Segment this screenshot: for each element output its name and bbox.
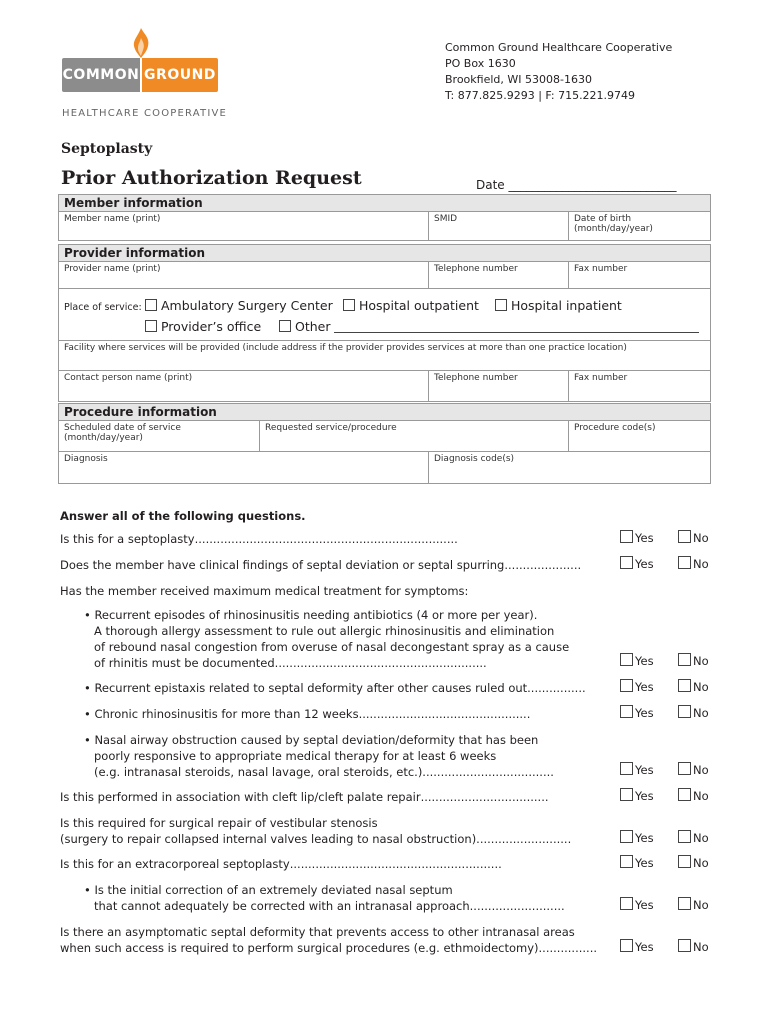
- no-label: No: [693, 531, 709, 545]
- yes-option[interactable]: [620, 897, 654, 912]
- checkbox[interactable]: [620, 897, 633, 910]
- checkbox[interactable]: [620, 556, 633, 569]
- checkbox[interactable]: [620, 679, 633, 692]
- dot-leader: ................: [527, 681, 586, 695]
- question-text: of rhinitis must be documented: [94, 656, 275, 670]
- contact-row: [59, 371, 710, 401]
- no-label: No: [693, 831, 709, 845]
- flame-icon: [130, 28, 152, 58]
- option-label: Hospital inpatient: [510, 298, 622, 313]
- section-heading: Procedure information: [59, 404, 710, 421]
- yes-option[interactable]: [620, 855, 654, 870]
- requested-service-field[interactable]: Requested service/procedure: [260, 421, 569, 451]
- no-label: No: [693, 763, 709, 777]
- checkbox[interactable]: [678, 830, 691, 843]
- no-label: No: [693, 557, 709, 571]
- yes-option[interactable]: [620, 556, 654, 571]
- checkbox[interactable]: [678, 939, 691, 952]
- checkbox[interactable]: [678, 897, 691, 910]
- provider-name-field[interactable]: Provider name (print): [59, 262, 429, 288]
- dot-leader: ........................................................................: [194, 532, 458, 546]
- no-option[interactable]: [678, 530, 709, 545]
- dot-leader: ..........................: [469, 899, 565, 913]
- no-label: No: [693, 680, 709, 694]
- diagnosis-row: [59, 452, 710, 483]
- question-3c: [84, 706, 530, 722]
- option-providers-office[interactable]: [145, 319, 261, 334]
- no-option[interactable]: [678, 705, 709, 720]
- option-hospital-outpatient[interactable]: [343, 298, 479, 313]
- checkbox[interactable]: [145, 299, 157, 311]
- procedure-row: [59, 421, 710, 452]
- section-heading: Member information: [59, 195, 710, 212]
- dot-leader: ..........................................................: [289, 857, 502, 871]
- dot-leader: ...............: [542, 941, 598, 955]
- no-label: No: [693, 856, 709, 870]
- yes-label: Yes: [635, 898, 654, 912]
- checkbox[interactable]: [678, 556, 691, 569]
- option-asc[interactable]: [145, 298, 333, 313]
- question-text: Is there an asymptomatic septal deformity that prevents access to other intranasal areas: [60, 925, 575, 939]
- yes-label: Yes: [635, 654, 654, 668]
- question-4: [60, 789, 549, 805]
- no-label: No: [693, 940, 709, 954]
- other-input-line[interactable]: [334, 323, 699, 333]
- member-section: [58, 194, 711, 241]
- no-option[interactable]: [678, 939, 709, 954]
- question-text: • Recurrent epistaxis related to septal deformity after other causes ruled out: [84, 681, 528, 695]
- no-label: No: [693, 898, 709, 912]
- question-text: • Is the initial correction of an extremely deviated nasal septum: [84, 883, 453, 897]
- provider-phone-field[interactable]: Telephone number: [429, 262, 569, 288]
- question-2: [60, 557, 581, 573]
- question-text: Is this performed in association with cleft lip/cleft palate repair: [60, 790, 421, 804]
- question-3a: [84, 607, 569, 671]
- no-option[interactable]: [678, 556, 709, 571]
- question-text: that cannot adequately be corrected with an intranasal approach: [94, 899, 470, 913]
- member-name-field[interactable]: Member name (print): [59, 212, 429, 240]
- yes-label: Yes: [635, 557, 654, 571]
- yes-label: Yes: [635, 789, 654, 803]
- question-7: [60, 924, 597, 956]
- question-text: Is this required for surgical repair of vestibular stenosis: [60, 816, 378, 830]
- section-heading: Provider information: [59, 245, 710, 262]
- address-line: PO Box 1630: [445, 57, 516, 70]
- option-hospital-inpatient[interactable]: [495, 298, 622, 313]
- dot-leader: .....................: [504, 558, 582, 572]
- question-6: [60, 856, 502, 872]
- no-option[interactable]: [678, 762, 709, 777]
- checkbox[interactable]: [678, 788, 691, 801]
- no-option[interactable]: [678, 788, 709, 803]
- contact-name-field[interactable]: Contact person name (print): [59, 371, 429, 401]
- checkbox[interactable]: [343, 299, 355, 311]
- no-label: No: [693, 654, 709, 668]
- dot-leader: ...................................: [420, 790, 549, 804]
- place-of-service-label: Place of service:: [64, 302, 142, 313]
- dot-leader: ...................................: [425, 765, 554, 779]
- yes-label: Yes: [635, 706, 654, 720]
- question-text: of rebound nasal congestion from overuse of nasal decongestant spray as a cause: [94, 640, 570, 654]
- provider-row: [59, 262, 710, 289]
- checkbox[interactable]: [620, 530, 633, 543]
- address-line: Brookfield, WI 53008-1630: [445, 73, 592, 86]
- yes-option[interactable]: [620, 830, 654, 845]
- question-text: • Recurrent episodes of rhinosinusitis needing antibiotics (4 or more per year).: [84, 608, 538, 622]
- yes-label: Yes: [635, 763, 654, 777]
- checkbox[interactable]: [620, 830, 633, 843]
- question-1: [60, 531, 458, 547]
- procedure-code-field[interactable]: Procedure code(s): [574, 423, 656, 433]
- question-5: [60, 815, 571, 847]
- question-text: (surgery to repair collapsed internal valves leading to nasal obstruction).: [60, 832, 480, 846]
- provider-section: [58, 244, 711, 402]
- option-label: Other: [294, 319, 331, 334]
- date-field[interactable]: Date ____________________________: [476, 178, 677, 192]
- yes-option[interactable]: [620, 653, 654, 668]
- question-text: • Chronic rhinosinusitis for more than 12 weeks: [84, 707, 359, 721]
- no-option[interactable]: [678, 897, 709, 912]
- address-line: T: 877.825.9293 | F: 715.221.9749: [445, 89, 636, 102]
- question-3: [60, 583, 468, 599]
- yes-option[interactable]: [620, 939, 654, 954]
- yes-option[interactable]: [620, 788, 654, 803]
- procedure-section: [58, 403, 711, 484]
- question-text: A thorough allergy assessment to rule out allergic rhinosinusitis and elimination: [94, 624, 555, 638]
- dob-field[interactable]: Date of birth (month/day/year): [574, 214, 653, 234]
- question-text: • Nasal airway obstruction caused by septal deviation/deformity that has been: [84, 733, 539, 747]
- yes-option[interactable]: [620, 705, 654, 720]
- checkbox[interactable]: [678, 679, 691, 692]
- form-title: Prior Authorization Request: [61, 167, 362, 189]
- checkbox[interactable]: [678, 705, 691, 718]
- checkbox[interactable]: [678, 653, 691, 666]
- checkbox[interactable]: [620, 788, 633, 801]
- option-label: Ambulatory Surgery Center: [160, 298, 333, 313]
- diagnosis-field[interactable]: Diagnosis: [59, 452, 429, 483]
- question-text: poorly responsive to appropriate medical therapy for at least 6 weeks: [94, 749, 497, 763]
- yes-label: Yes: [635, 680, 654, 694]
- question-text: Is this for a septoplasty: [60, 532, 195, 546]
- yes-label: Yes: [635, 831, 654, 845]
- no-option[interactable]: [678, 830, 709, 845]
- questions-heading: Answer all of the following questions.: [60, 509, 306, 523]
- dot-leader: ...............................................: [358, 707, 531, 721]
- question-text: Does the member have clinical findings of septal deviation or septal spurring: [60, 558, 505, 572]
- no-option[interactable]: [678, 679, 709, 694]
- checkbox[interactable]: [145, 320, 157, 332]
- checkbox[interactable]: [620, 939, 633, 952]
- checkbox[interactable]: [279, 320, 291, 332]
- address-line: Common Ground Healthcare Cooperative: [445, 41, 673, 54]
- contact-phone-field[interactable]: Telephone number: [429, 371, 569, 401]
- logo-common: COMMON: [62, 58, 140, 92]
- checkbox[interactable]: [678, 530, 691, 543]
- checkbox[interactable]: [620, 855, 633, 868]
- no-option[interactable]: [678, 855, 709, 870]
- facility-row: [59, 341, 710, 371]
- logo-subtext: HEALTHCARE COOPERATIVE: [62, 108, 228, 119]
- dot-leader: ..........................................................: [274, 656, 487, 670]
- no-label: No: [693, 789, 709, 803]
- no-option[interactable]: [678, 653, 709, 668]
- yes-label: Yes: [635, 856, 654, 870]
- no-label: No: [693, 706, 709, 720]
- smid-field[interactable]: SMID: [429, 212, 569, 240]
- yes-option[interactable]: [620, 762, 654, 777]
- yes-option[interactable]: [620, 679, 654, 694]
- provider-fax-field[interactable]: Fax number: [574, 264, 628, 274]
- option-label: Provider’s office: [160, 319, 262, 334]
- facility-field[interactable]: Facility where services will be provided (include address if the provider provides services at more than one practice location): [64, 343, 627, 353]
- option-other[interactable]: [279, 319, 699, 334]
- checkbox[interactable]: [678, 855, 691, 868]
- diagnosis-code-field[interactable]: Diagnosis code(s): [434, 454, 515, 464]
- yes-option[interactable]: [620, 530, 654, 545]
- place-of-service: [59, 289, 710, 341]
- checkbox[interactable]: [678, 762, 691, 775]
- yes-label: Yes: [635, 940, 654, 954]
- checkbox[interactable]: [620, 762, 633, 775]
- dot-leader: .........................: [479, 832, 572, 846]
- question-text: Is this for an extracorporeal septoplasty: [60, 857, 290, 871]
- address-block: [445, 40, 672, 104]
- question-3d: [84, 732, 554, 780]
- question-text: when such access is required to perform surgical procedures (e.g. ethmoidectomy).: [60, 941, 543, 955]
- member-row: [59, 212, 710, 240]
- checkbox[interactable]: [620, 705, 633, 718]
- question-3b: [84, 680, 586, 696]
- checkbox[interactable]: [620, 653, 633, 666]
- form-subtitle: Septoplasty: [61, 141, 153, 157]
- question-text: Has the member received maximum medical treatment for symptoms:: [60, 584, 469, 598]
- yes-label: Yes: [635, 531, 654, 545]
- option-label: Hospital outpatient: [358, 298, 479, 313]
- company-logo: [62, 28, 228, 123]
- logo-ground: GROUND: [142, 58, 218, 92]
- contact-fax-field[interactable]: Fax number: [574, 373, 628, 383]
- question-text: (e.g. intranasal steroids, nasal lavage, oral steroids, etc.).: [94, 765, 426, 779]
- question-6a: [84, 882, 565, 914]
- checkbox[interactable]: [495, 299, 507, 311]
- service-date-field[interactable]: Scheduled date of service (month/day/year): [59, 421, 260, 451]
